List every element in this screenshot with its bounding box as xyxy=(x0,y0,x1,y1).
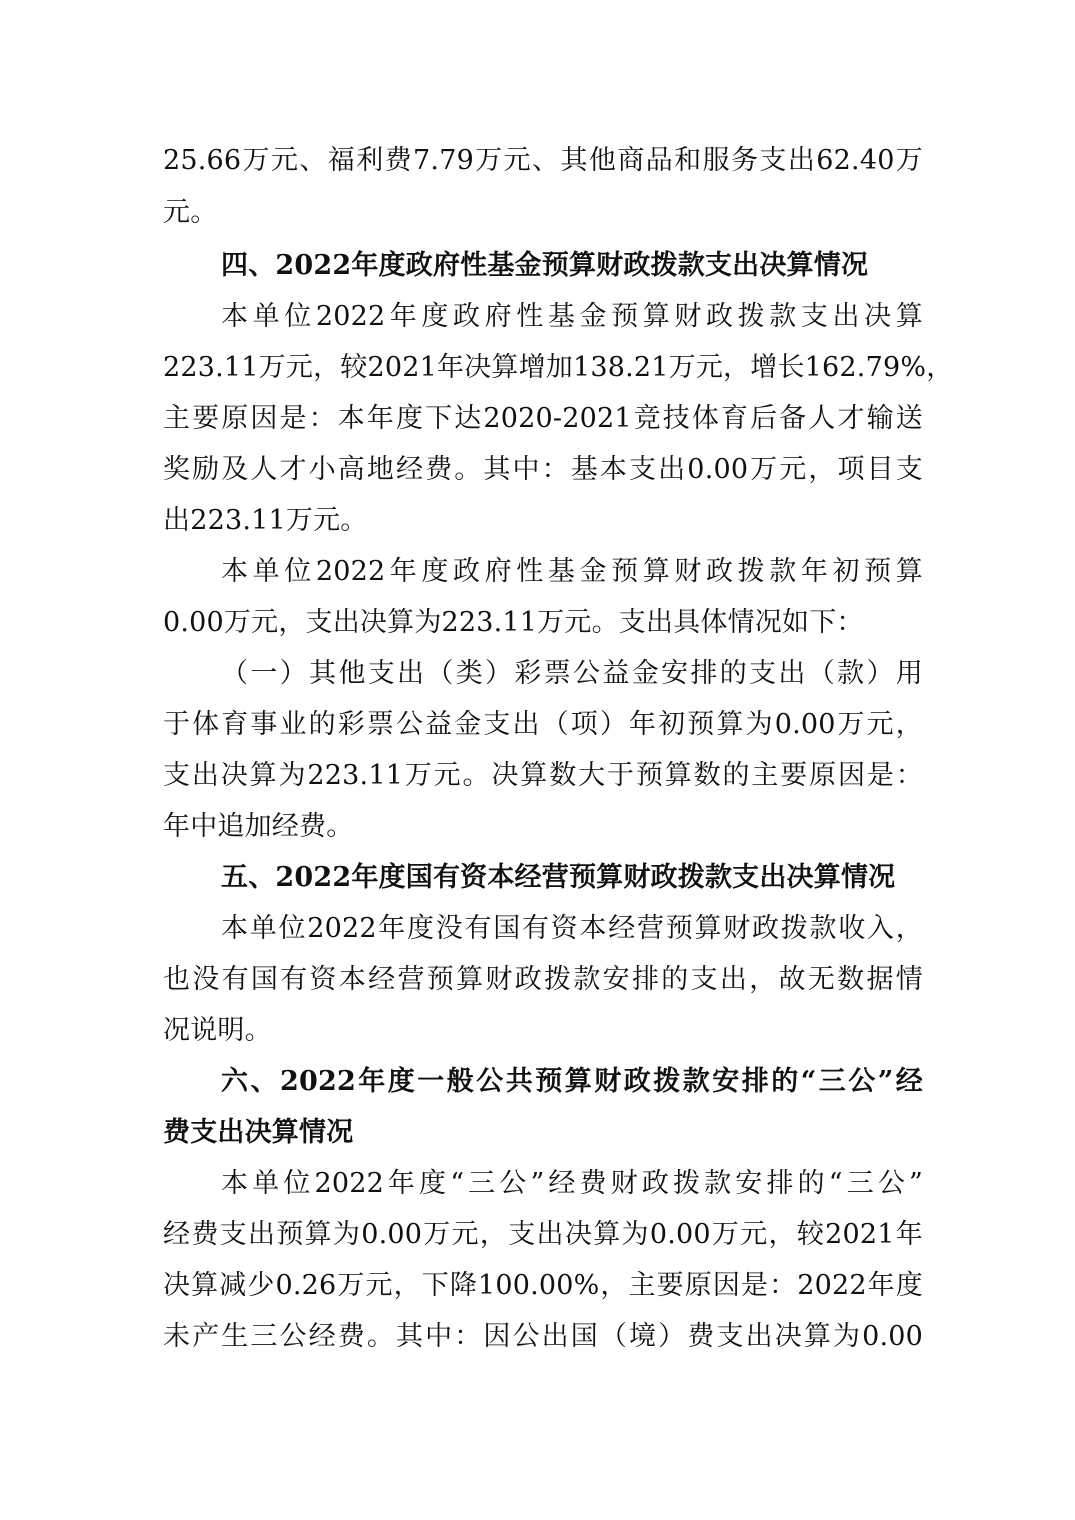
section-heading-6-cont: 费支出决算情况 xyxy=(163,1117,354,1148)
paragraph-line: （一）其他支出（类）彩票公益金安排的支出（款）用 xyxy=(221,658,923,689)
paragraph-line: 25.66万元、福利费7.79万元、其他商品和服务支出62.40万 xyxy=(163,145,923,176)
paragraph-line: 支出决算为223.11万元。决算数大于预算数的主要原因是： xyxy=(163,760,923,791)
paragraph-line: 本单位2022年度政府性基金预算财政拨款年初预算 xyxy=(221,556,923,587)
paragraph-line: 决算减少0.26万元，下降100.00%，主要原因是：2022年度 xyxy=(163,1270,923,1301)
paragraph-line: 未产生三公经费。其中：因公出国（境）费支出决算为0.00 xyxy=(163,1321,923,1352)
section-heading-6: 六、2022年度一般公共预算财政拨款安排的“三公”经 xyxy=(221,1066,923,1097)
paragraph-line: 本单位2022年度政府性基金预算财政拨款支出决算 xyxy=(221,301,923,332)
paragraph-line: 经费支出预算为0.00万元，支出决算为0.00万元，较2021年 xyxy=(163,1219,923,1250)
paragraph-line: 况说明。 xyxy=(163,1015,272,1046)
paragraph-line: 本单位2022年度没有国有资本经营预算财政拨款收入， xyxy=(221,913,923,944)
paragraph-line: 出223.11万元。 xyxy=(163,505,368,536)
paragraph-line: 本单位2022年度“三公”经费财政拨款安排的“三公” xyxy=(221,1168,923,1199)
paragraph-line: 也没有国有资本经营预算财政拨款安排的支出，故无数据情 xyxy=(163,964,923,995)
section-heading-5: 五、2022年度国有资本经营预算财政拨款支出决算情况 xyxy=(221,862,896,893)
paragraph-line: 于体育事业的彩票公益金支出（项）年初预算为0.00万元， xyxy=(163,709,923,740)
paragraph-line: 223.11万元，较2021年决算增加138.21万元，增长162.79%， xyxy=(163,352,954,383)
paragraph-line: 0.00万元，支出决算为223.11万元。支出具体情况如下： xyxy=(163,607,864,638)
paragraph-line: 年中追加经费。 xyxy=(163,811,354,842)
section-heading-4: 四、2022年度政府性基金预算财政拨款支出决算情况 xyxy=(221,250,869,281)
paragraph-line: 主要原因是：本年度下达2020-2021竞技体育后备人才输送 xyxy=(163,403,923,434)
paragraph-line: 元。 xyxy=(163,197,218,228)
paragraph-line: 奖励及人才小高地经费。其中：基本支出0.00万元，项目支 xyxy=(163,454,923,485)
